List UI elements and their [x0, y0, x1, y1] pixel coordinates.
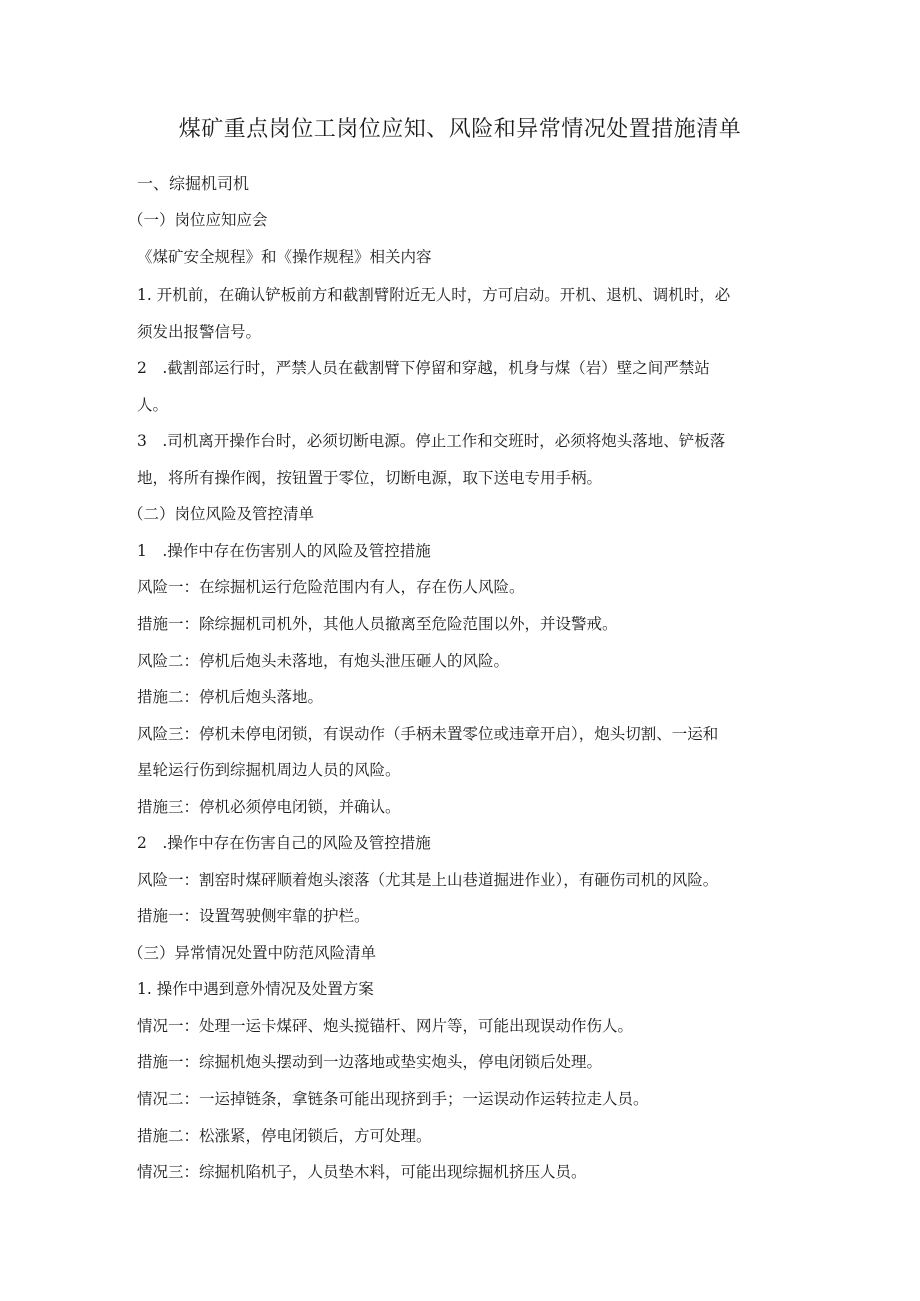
subsection-heading: （三）异常情况处置中防范风险清单: [128, 944, 377, 962]
paragraph-line: 1. 操作中遇到意外情况及处置方案: [137, 980, 374, 998]
document-title: 煤矿重点岗位工岗位应知、风险和异常情况处置措施清单: [178, 117, 742, 142]
paragraph-line: 《煤矿安全规程》和《操作规程》相关内容: [137, 248, 432, 266]
situation-line: 情况二：一运掉链条，拿链条可能出现挤到手；一运误动作运转拉走人员。: [137, 1090, 649, 1108]
measure-line: 措施一：除综掘机司机外，其他人员撤离至危险范围以外，并设警戒。: [137, 615, 618, 633]
risk-line: 风险三：停机未停电闭锁，有误动作（手柄未置零位或违章开启），炮头切割、一运和: [137, 725, 719, 743]
measure-line: 措施三：停机必须停电闭锁，并确认。: [137, 798, 401, 816]
paragraph-line: 1 .操作中存在伤害别人的风险及管控措施: [137, 542, 431, 560]
paragraph-line: 1. 开机前，在确认铲板前方和截割臂附近无人时，方可启动。开机、退机、调机时，必: [137, 286, 731, 304]
risk-line: 风险二：停机后炮头未落地，有炮头泄压砸人的风险。: [137, 652, 510, 670]
risk-line: 星轮运行伤到综掘机周边人员的风险。: [137, 761, 401, 779]
section-heading: 一、综掘机司机: [137, 174, 250, 193]
situation-line: 情况三：综掘机陷机子，人员垫木料，可能出现综掘机挤压人员。: [137, 1163, 587, 1181]
subsection-heading: （一）岗位应知应会: [128, 211, 268, 229]
subsection-heading: （二）岗位风险及管控清单: [128, 505, 315, 523]
paragraph-line: 人。: [137, 396, 169, 414]
paragraph-line: 2 .截割部运行时，严禁人员在截割臂下停留和穿越，机身与煤（岩）壁之间严禁站: [137, 359, 710, 377]
paragraph-line: 须发出报警信号。: [137, 323, 262, 341]
measure-line: 措施一：设置驾驶侧牢靠的护栏。: [137, 907, 370, 925]
paragraph-line: 地，将所有操作阀，按钮置于零位，切断电源，取下送电专用手柄。: [137, 469, 603, 487]
measure-line: 措施二：松涨紧，停电闭锁后，方可处理。: [137, 1127, 432, 1145]
risk-line: 风险一：在综掘机运行危险范围内有人，存在伤人风险。: [137, 578, 525, 596]
situation-line: 情况一：处理一运卡煤砰、炮头搅锚杆、网片等，可能出现误动作伤人。: [137, 1017, 634, 1035]
paragraph-line: 3 .司机离开操作台时，必须切断电源。停止工作和交班时，必须将炮头落地、铲板落: [137, 432, 726, 450]
measure-line: 措施二：停机后炮头落地。: [137, 688, 324, 706]
risk-line: 风险一：割窑时煤砰顺着炮头滚落（尤其是上山巷道掘进作业），有砸伤司机的风险。: [137, 871, 719, 889]
paragraph-line: 2 .操作中存在伤害自己的风险及管控措施: [137, 834, 431, 852]
measure-line: 措施一：综掘机炮头摆动到一边落地或垫实炮头，停电闭锁后处理。: [137, 1053, 603, 1071]
